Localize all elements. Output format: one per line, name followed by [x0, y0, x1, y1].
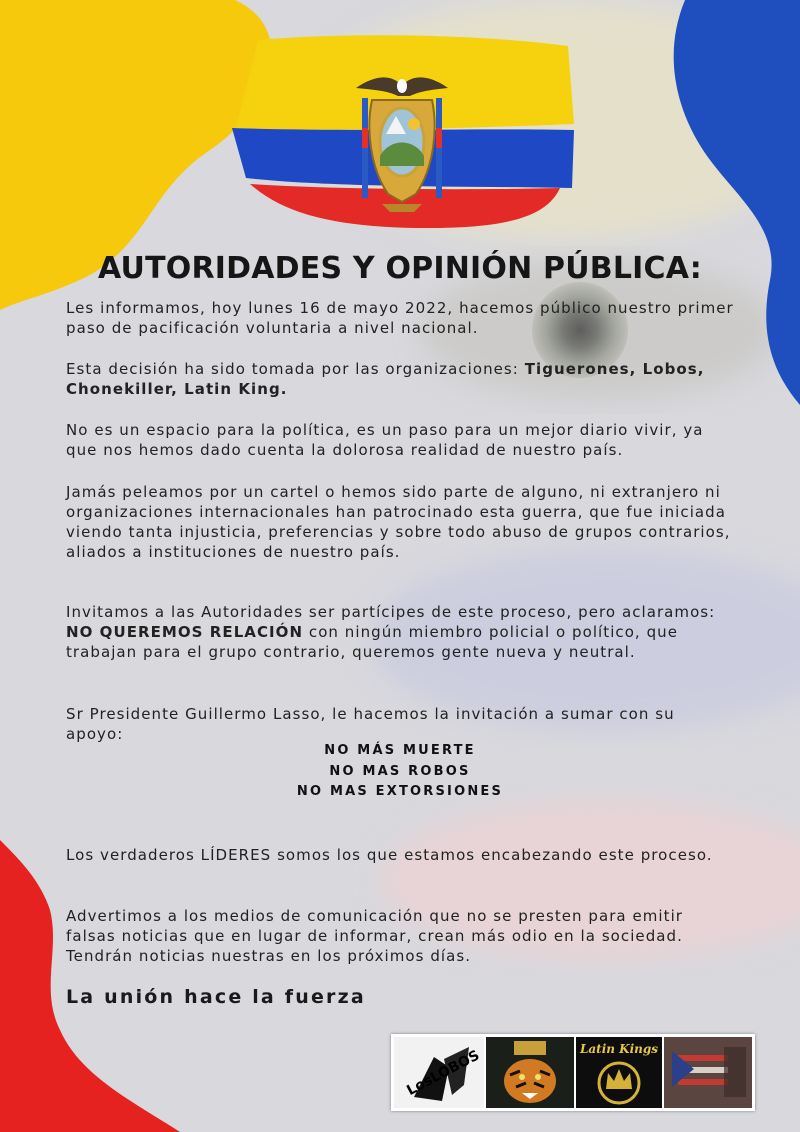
lobos-logo-text: LosLOBOS [404, 1047, 483, 1100]
paragraph-organizations [66, 359, 736, 399]
latin-kings-logo-text: Latin Kings [579, 1042, 659, 1056]
demand-item: NO MÁS MUERTE [324, 743, 476, 758]
tiguerones-logo [486, 1037, 574, 1108]
demand-item: NO MAS EXTORSIONES [296, 784, 504, 799]
authorities-suffix: con ningún miembro policial o político, que trabajan para el grupo contrario, queremos gente nueva y neutral. [66, 623, 678, 661]
organizations-list: Tiguerones, Lobos, Chonekiller, Latin King. [66, 360, 705, 398]
paragraph-media: Advertimos a los medios de comunicación que no se presten para emitir falsas noticias que en lugar de informar, crean más odio en la sociedad. Tendrán noticias nuestras en los próximos días. [66, 907, 684, 965]
paragraph-leaders: Los verdaderos LÍDERES somos los que estamos encabezando este proceso. [66, 846, 713, 864]
paragraph-president: Sr Presidente Guillermo Lasso, le hacemos la invitación a sumar con su apoyo: [66, 705, 675, 743]
page-title: AUTORIDADES Y OPINIÓN PÚBLICA: [98, 251, 702, 286]
chonekiller-logo [664, 1037, 752, 1108]
lobos-logo [394, 1037, 484, 1108]
organizations-prefix: Esta decisión ha sido tomada por las organizaciones: [66, 360, 525, 378]
no-relation-bold: NO QUEREMOS RELACIÓN [66, 623, 304, 641]
paragraph-intro: Les informamos, hoy lunes 16 de mayo 2022, hacemos público nuestro primer paso de pacificación voluntaria a nivel nacional. [66, 299, 734, 337]
paragraph-authorities [66, 602, 736, 662]
gang-logos-strip [391, 1034, 755, 1111]
paragraph-politics: No es un espacio para la política, es un paso para un mejor diario vivir, ya que nos hemos dado cuenta la dolorosa realidad de nuestro país. [66, 421, 704, 459]
slogan: La unión hace la fuerza [66, 986, 366, 1008]
ecuador-flag-emblem [228, 28, 576, 234]
demands-list [0, 741, 800, 803]
demand-item: NO MAS ROBOS [329, 763, 471, 779]
latin-kings-logo [576, 1037, 662, 1108]
paragraph-history: Jamás peleamos por un cartel o hemos sido parte de alguno, ni extranjero ni organizaciones internacionales han patrocinado esta guerra, que fue iniciada viendo tanta injusticia, preferencias y sobre todo abuso de grupos contrarios, aliados a instituciones de nuestro país. [66, 483, 731, 561]
authorities-prefix: Invitamos a las Autoridades ser partícipes de este proceso, pero aclaramos: [66, 603, 716, 621]
